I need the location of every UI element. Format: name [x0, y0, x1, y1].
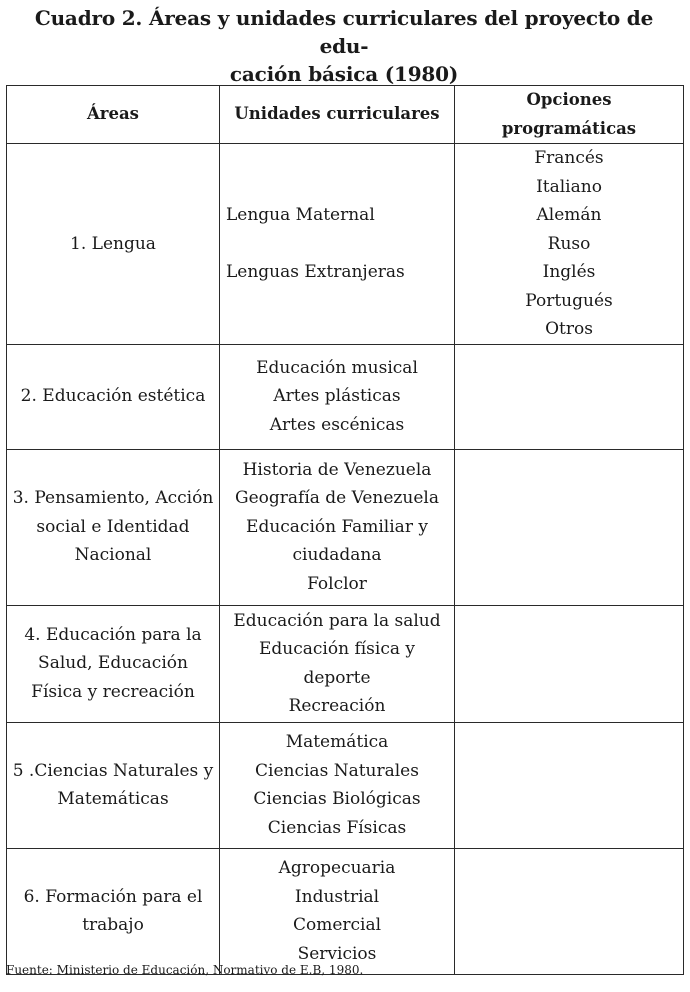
area-cell: 2. Educación estética — [7, 344, 220, 449]
unit-item: Historia de Venezuela — [242, 459, 432, 480]
unit-item: Ciencias Biológicas — [253, 789, 421, 809]
unit-item: Educación para la salud — [233, 610, 441, 631]
options-cell — [455, 144, 684, 345]
unit-item: Geografía de Venezuela — [235, 488, 439, 509]
header-areas: Áreas — [7, 86, 220, 144]
unit-item: Ciencias Naturales — [255, 760, 419, 781]
options-cell — [455, 605, 684, 722]
units-cell — [220, 605, 455, 722]
table-row — [7, 605, 684, 722]
units-cell — [220, 848, 455, 974]
unit-item: Recreación — [288, 696, 386, 716]
table-header-row — [7, 86, 684, 144]
unit-item: Lenguas Extranjeras — [226, 262, 405, 283]
unit-item: Ciencias Físicas — [267, 817, 407, 838]
table-row — [7, 848, 684, 974]
table-row — [7, 722, 684, 848]
options-cell — [455, 722, 684, 848]
caption-line-2: cación básica (1980) — [229, 62, 459, 86]
units-cell — [220, 722, 455, 848]
option-item: Otros — [545, 319, 593, 339]
units-cell — [220, 449, 455, 605]
area-cell: 1. Lengua — [7, 144, 220, 345]
option-item: Inglés — [542, 262, 596, 282]
area-cell: 3. Pensamiento, Acción social e Identidad Nacional — [7, 449, 220, 605]
unit-item: Servicios — [297, 943, 377, 964]
table-row — [7, 449, 684, 605]
unit-item: Folclor — [307, 573, 367, 594]
source-note: Fuente: Ministerio de Educación, Normativo de E.B, 1980. — [6, 963, 364, 977]
unit-item: Matemática — [285, 732, 389, 752]
options-cell — [455, 449, 684, 605]
unit-item: Educación musical — [256, 357, 418, 378]
unit-item: Industrial — [294, 886, 380, 907]
option-item: Alemán — [536, 205, 602, 225]
unit-item: Lengua Maternal — [226, 204, 375, 225]
units-cell — [220, 144, 455, 345]
area-cell: 6. Formación para el trabajo — [7, 848, 220, 974]
option-item: Francés — [534, 148, 604, 168]
table-row — [7, 144, 684, 345]
curricular-table — [6, 85, 684, 975]
area-cell: 4. Educación para la Salud, Educación Física y recreación — [7, 605, 220, 722]
table-row — [7, 344, 684, 449]
unit-item: Comercial — [292, 915, 382, 935]
header-units: Unidades curriculares — [220, 86, 455, 144]
option-item: Ruso — [547, 233, 591, 254]
option-item: Portugués — [525, 290, 613, 311]
unit-item: Artes escénicas — [269, 414, 405, 435]
options-cell — [455, 848, 684, 974]
unit-item: Educación Familiar y ciudadana — [246, 516, 428, 566]
option-item: Italiano — [536, 176, 602, 197]
unit-item: Artes plásticas — [273, 386, 401, 407]
unit-item: Agropecuaria — [278, 858, 396, 878]
header-options: Opciones programáticas — [455, 86, 684, 144]
units-cell — [220, 344, 455, 449]
table-caption — [14, 4, 674, 88]
unit-item: Educación física y deporte — [259, 639, 415, 688]
options-cell — [455, 344, 684, 449]
area-cell: 5 .Ciencias Naturales y Matemáticas — [7, 722, 220, 848]
caption-line-1: Cuadro 2. Áreas y unidades curriculares del proyecto de edu- — [34, 6, 654, 58]
